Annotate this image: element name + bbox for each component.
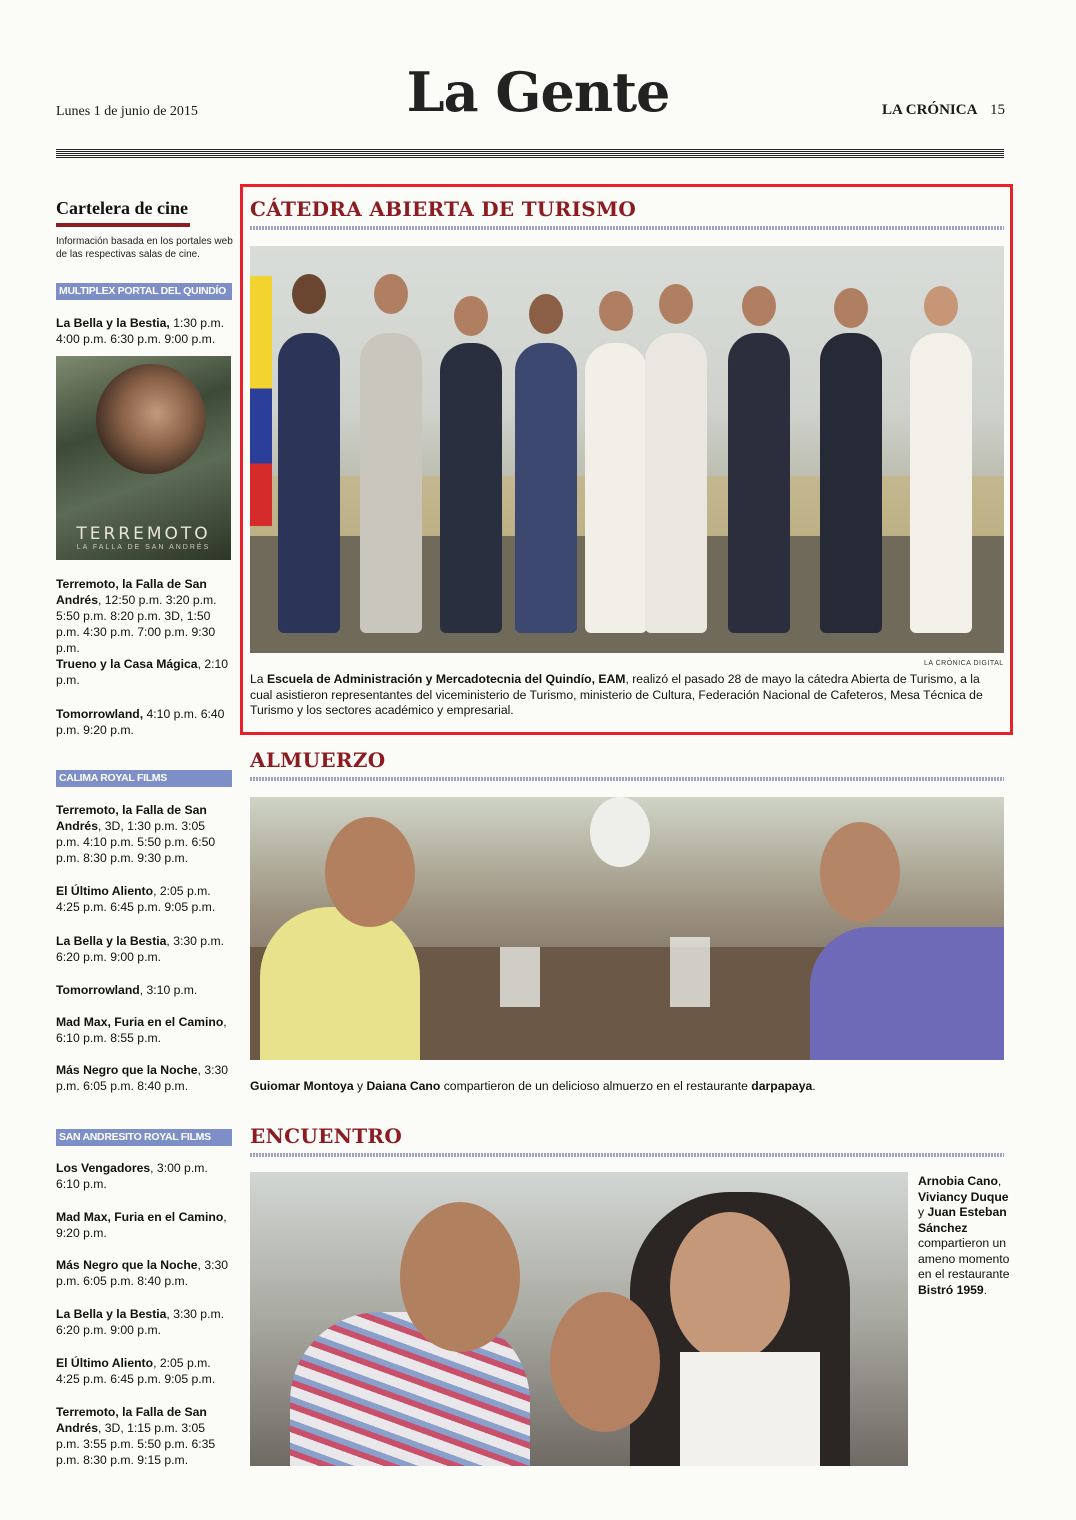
caption-name: Arnobia Cano	[918, 1174, 998, 1188]
listing-item	[56, 933, 232, 965]
woman-right-top	[680, 1352, 820, 1466]
person-head	[659, 284, 693, 324]
woman-right-face	[670, 1212, 790, 1362]
meeting-photo	[250, 1172, 908, 1466]
listing-times: , 2:05 p.m. 4:25 p.m. 6:45 p.m. 9:05 p.m.	[56, 1356, 216, 1386]
caption-text: .	[812, 1079, 816, 1093]
listing-title: La Bella y la Bestia	[56, 1307, 167, 1321]
listing-times: , 3:30 p.m. 6:20 p.m. 9:00 p.m.	[56, 934, 225, 964]
listing-times: , 3:10 p.m.	[139, 983, 198, 997]
caption-text: y	[918, 1205, 928, 1219]
poster-subtitle: LA FALLA DE SAN ANDRÉS	[76, 544, 211, 551]
woman-left-face	[325, 817, 415, 927]
cinema-tag: SAN ANDRESITO ROYAL FILMS	[56, 1129, 232, 1146]
listing-times: , 3D, 1:30 p.m. 3:05 p.m. 4:10 p.m. 5:50 p.m. 6:50 p.m. 8:30 p.m. 9:30 p.m.	[56, 819, 216, 865]
sidebar-heading-underline	[56, 223, 190, 227]
listing-times: 1:30 p.m. 4:00 p.m. 6:30 p.m. 9:00 p.m.	[56, 316, 225, 346]
cinema-tag: CALIMA ROYAL FILMS	[56, 770, 232, 787]
woman-right-blouse	[810, 927, 1004, 1060]
heading-rule	[250, 226, 1004, 230]
person-head	[292, 274, 326, 314]
caption-place: darpapaya	[751, 1079, 813, 1093]
group-photo	[250, 246, 1004, 653]
child-face	[550, 1292, 660, 1432]
colombia-flag	[250, 276, 272, 526]
issue-date: Lunes 1 de junio de 2015	[56, 104, 198, 119]
listing-item	[56, 1062, 232, 1094]
person-head	[529, 294, 563, 334]
caption-text: compartieron un ameno momento en el restaurante	[918, 1236, 1010, 1281]
flowers	[590, 797, 650, 867]
listing-item	[56, 656, 232, 688]
listing-times: , 9:20 p.m.	[56, 1210, 227, 1240]
listing-times: , 12:50 p.m. 3:20 p.m. 5:50 p.m. 8:20 p.m. 3D, 1:50 p.m. 4:30 p.m. 7:00 p.m. 9:30 p.m.	[56, 593, 217, 655]
person-figure	[820, 333, 882, 633]
woman-left-face	[400, 1202, 520, 1352]
section-title: La Gente	[406, 60, 670, 124]
caption-text: La	[250, 672, 267, 686]
caption-text: y	[353, 1079, 367, 1093]
listing-times: , 2:05 p.m. 4:25 p.m. 6:45 p.m. 9:05 p.m.	[56, 884, 216, 914]
listing-item	[56, 315, 232, 347]
heading-rule	[250, 1153, 1004, 1157]
listing-title: El Último Aliento	[56, 1356, 154, 1370]
caption-name: Viviancy Duque	[918, 1189, 1009, 1204]
person-figure	[440, 343, 502, 633]
article-caption	[250, 1079, 1004, 1095]
cinema-tag: MULTIPLEX PORTAL DEL QUINDÍO	[56, 283, 232, 300]
listing-item	[56, 706, 232, 738]
listing-item	[56, 982, 232, 998]
caption-name: Daiana Cano	[366, 1079, 441, 1093]
listing-item	[56, 1209, 232, 1241]
header-rule	[56, 148, 1004, 158]
listing-title: Los Vengadores	[56, 1161, 151, 1175]
listing-times: , 6:10 p.m. 8:55 p.m.	[56, 1015, 227, 1045]
listing-item	[56, 1306, 232, 1338]
listing-title: Mad Max, Furia en el Camino	[56, 1015, 224, 1029]
listing-item	[56, 1160, 232, 1192]
listing-title: El Último Aliento	[56, 884, 154, 898]
person-head	[454, 296, 488, 336]
person-figure	[910, 333, 972, 633]
listing-title: La Bella y la Bestia,	[56, 316, 170, 330]
page-number: 15	[990, 102, 1005, 118]
person-figure	[360, 333, 422, 633]
person-figure	[515, 343, 577, 633]
lunch-photo	[250, 797, 1004, 1060]
listing-times: , 3:30 p.m. 6:05 p.m. 8:40 p.m.	[56, 1063, 229, 1093]
listing-title: Mad Max, Furia en el Camino	[56, 1210, 224, 1224]
caption-text: compartieron de un delicioso almuerzo en el restaurante	[440, 1079, 752, 1093]
sidebar-heading: Cartelera de cine	[56, 198, 188, 218]
listing-title: La Bella y la Bestia	[56, 934, 167, 948]
listing-item	[56, 1404, 232, 1468]
caption-text: .	[983, 1282, 988, 1297]
listing-times: , 3:00 p.m. 6:10 p.m.	[56, 1161, 208, 1191]
caption-place: Bistró 1959	[918, 1282, 984, 1297]
water-glass	[500, 947, 540, 1007]
listing-title: Tomorrowland,	[56, 707, 144, 721]
listing-times: , 3D, 1:15 p.m. 3:05 p.m. 3:55 p.m. 5:50 p.m. 6:35 p.m. 8:30 p.m. 9:15 p.m.	[56, 1421, 216, 1467]
sidebar-note: Información basada en los portales web de las respectivas salas de cine.	[56, 236, 233, 260]
newspaper-name: LA CRÓNICA	[882, 102, 978, 118]
water-glass	[670, 937, 710, 1007]
movie-poster	[56, 356, 231, 560]
listing-title: Más Negro que la Noche	[56, 1258, 198, 1272]
heading-rule	[250, 777, 1004, 781]
article-heading: CÁTEDRA ABIERTA DE TURISMO	[250, 197, 637, 221]
person-head	[834, 288, 868, 328]
article-heading: ALMUERZO	[250, 748, 386, 772]
caption-name: Juan Esteban Sánchez	[918, 1205, 1007, 1235]
person-figure	[728, 333, 790, 633]
person-head	[742, 286, 776, 326]
caption-name: Guiomar Montoya	[250, 1079, 354, 1093]
listing-item	[56, 802, 232, 866]
woman-right-face	[820, 822, 900, 922]
listing-title: Terremoto, la Falla de San Andrés	[56, 803, 207, 833]
listing-item	[56, 1355, 232, 1387]
listing-title: Tomorrowland	[56, 983, 140, 997]
person-head	[924, 286, 958, 326]
listing-item	[56, 1014, 232, 1046]
article-caption	[250, 672, 1004, 719]
person-figure	[645, 333, 707, 633]
caption-org: Escuela de Administración y Mercadotecnia del Quindío, EAM	[266, 672, 626, 686]
person-figure	[585, 343, 647, 633]
listing-times: 4:10 p.m. 6:40 p.m. 9:20 p.m.	[56, 707, 225, 737]
side-caption	[918, 1174, 1010, 1298]
listing-title: Más Negro que la Noche	[56, 1063, 198, 1077]
listing-item	[56, 1257, 232, 1289]
listing-times: , 2:10 p.m.	[56, 657, 229, 687]
person-head	[374, 274, 408, 314]
listing-title: Terremoto, la Falla de San Andrés	[56, 577, 207, 607]
poster-face	[96, 364, 206, 474]
listing-item	[56, 576, 232, 656]
woman-left-blouse	[260, 907, 420, 1060]
poster-title: TERREMOTO	[76, 524, 211, 544]
caption-text: ,	[997, 1174, 1002, 1188]
photo-credit: LA CRÓNICA DIGITAL	[924, 660, 1004, 667]
listing-title: Trueno y la Casa Mágica	[56, 657, 198, 671]
listing-item	[56, 883, 232, 915]
caption-text: , realizó el pasado 28 de mayo la cátedra Abierta de Turismo, a la cual asistieron representantes del viceministerio de Turismo, ministerio de Cultura, Federación Nacional de Cafeteros, Mesa Técnica de Turismo y los sectores académico y empresarial.	[250, 672, 983, 717]
person-head	[599, 291, 633, 331]
person-figure	[278, 333, 340, 633]
listing-title: Terremoto, la Falla de San Andrés	[56, 1405, 207, 1435]
article-heading: ENCUENTRO	[250, 1124, 403, 1148]
listing-times: , 3:30 p.m. 6:20 p.m. 9:00 p.m.	[56, 1307, 225, 1337]
listing-times: , 3:30 p.m. 6:05 p.m. 8:40 p.m.	[56, 1258, 229, 1288]
